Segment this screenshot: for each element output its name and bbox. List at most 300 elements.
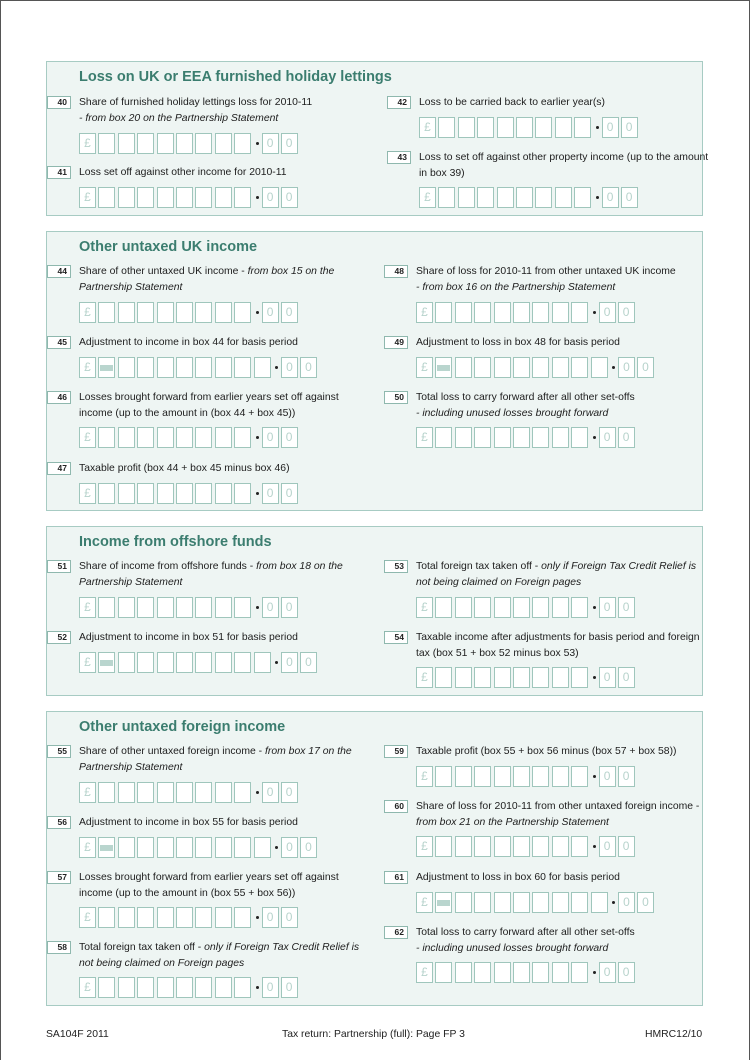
pence-cell: 0 (618, 667, 635, 688)
amount-entry-57[interactable] (79, 907, 300, 928)
digit-cell[interactable] (474, 357, 491, 378)
negative-sign-cell[interactable] (98, 837, 115, 858)
digit-cell[interactable] (195, 597, 212, 618)
digit-cell[interactable] (435, 962, 452, 983)
digit-cell[interactable] (254, 837, 271, 858)
pound-sign: £ (79, 427, 96, 448)
digit-cell[interactable] (118, 907, 135, 928)
digit-cell[interactable] (435, 667, 452, 688)
digit-cell[interactable] (118, 427, 135, 448)
box-number: 51 (47, 560, 71, 573)
pound-sign: £ (416, 962, 433, 983)
digit-cell[interactable] (137, 187, 154, 208)
digit-cell[interactable] (157, 187, 174, 208)
amount-entry-59[interactable] (416, 766, 637, 787)
amount-entry-44[interactable] (79, 302, 300, 323)
digit-cell[interactable] (532, 836, 549, 857)
digit-cell[interactable] (137, 977, 154, 998)
box-label-source-note: - from box 16 on the Partnership Statement (416, 281, 616, 293)
digit-cell[interactable] (157, 357, 174, 378)
amount-entry-51[interactable] (79, 597, 300, 618)
box-label (419, 95, 709, 111)
digit-cell[interactable] (474, 766, 491, 787)
digit-cell[interactable] (455, 766, 472, 787)
digit-cell[interactable] (137, 427, 154, 448)
pence-cell: 0 (621, 117, 638, 138)
digit-cell[interactable] (571, 892, 588, 913)
box-label-text: Share of loss for 2010-11 from other untaxed UK income (416, 266, 676, 277)
digit-cell[interactable] (435, 836, 452, 857)
box-label-source-note: - including unused losses brought forward (416, 407, 609, 419)
digit-cell[interactable] (455, 836, 472, 857)
pence-cell: 0 (281, 837, 298, 858)
decimal-point (612, 901, 615, 904)
decimal-point (256, 196, 259, 199)
digit-cell[interactable] (157, 907, 174, 928)
digit-cell[interactable] (455, 357, 472, 378)
digit-cell[interactable] (435, 302, 452, 323)
pound-sign: £ (79, 483, 96, 504)
decimal-point (275, 846, 278, 849)
digit-cell[interactable] (157, 483, 174, 504)
digit-cell[interactable] (435, 427, 452, 448)
digit-cell[interactable] (535, 187, 552, 208)
digit-cell[interactable] (137, 357, 154, 378)
pound-sign: £ (79, 133, 96, 154)
decimal-point (612, 366, 615, 369)
digit-cell[interactable] (474, 892, 491, 913)
digit-cell[interactable] (455, 667, 472, 688)
digit-cell[interactable] (474, 836, 491, 857)
digit-cell[interactable] (571, 597, 588, 618)
digit-cell[interactable] (552, 962, 569, 983)
digit-cell[interactable] (494, 962, 511, 983)
pence-cell: 0 (637, 357, 654, 378)
form-box-58 (47, 941, 367, 999)
amount-entry-55[interactable] (79, 782, 300, 803)
digit-cell[interactable] (474, 667, 491, 688)
digit-cell[interactable] (571, 357, 588, 378)
digit-cell[interactable] (98, 302, 115, 323)
digit-cell[interactable] (176, 483, 193, 504)
pence-cell: 0 (618, 766, 635, 787)
digit-cell[interactable] (477, 187, 494, 208)
section-title: Other untaxed UK income (79, 239, 258, 255)
box-label-text: Share of income from offshore funds - (79, 561, 257, 572)
digit-cell[interactable] (215, 133, 232, 154)
form-section (46, 711, 703, 1006)
digit-cell[interactable] (98, 187, 115, 208)
amount-entry-50[interactable] (416, 427, 637, 448)
digit-cell[interactable] (455, 892, 472, 913)
box-label-text: Share of loss for 2010-11 from other untaxed foreign income - (416, 801, 700, 812)
digit-cell[interactable] (532, 302, 549, 323)
digit-cell[interactable] (254, 652, 271, 673)
digit-cell[interactable] (195, 187, 212, 208)
digit-cell[interactable] (137, 782, 154, 803)
pound-sign: £ (79, 782, 96, 803)
box-label-source-note: only if Foreign Tax Credit Relief is not being claimed on Foreign pages (416, 561, 697, 588)
digit-cell[interactable] (474, 427, 491, 448)
box-label-text: Share of furnished holiday lettings loss for 2010-11 (79, 97, 313, 108)
digit-cell[interactable] (118, 782, 135, 803)
digit-cell[interactable] (137, 652, 154, 673)
digit-cell[interactable] (513, 962, 530, 983)
box-label-text: Taxable income after adjustments for basis period and foreign tax (box 51 + box 52 minus box 53) (416, 632, 700, 659)
digit-cell[interactable] (494, 357, 511, 378)
form-box-52 (47, 631, 367, 674)
digit-cell[interactable] (571, 962, 588, 983)
digit-cell[interactable] (157, 782, 174, 803)
digit-cell[interactable] (552, 357, 569, 378)
pence-cell: 0 (281, 357, 298, 378)
digit-cell[interactable] (215, 652, 232, 673)
amount-entry-41[interactable] (79, 187, 300, 208)
pence-cell: 0 (599, 302, 616, 323)
digit-cell[interactable] (98, 782, 115, 803)
digit-cell[interactable] (435, 597, 452, 618)
digit-cell[interactable] (555, 117, 572, 138)
digit-cell[interactable] (571, 836, 588, 857)
digit-cell[interactable] (474, 302, 491, 323)
digit-cell[interactable] (157, 133, 174, 154)
digit-cell[interactable] (157, 302, 174, 323)
pence-cell: 0 (618, 597, 635, 618)
digit-cell[interactable] (234, 977, 251, 998)
digit-cell[interactable] (571, 766, 588, 787)
digit-cell[interactable] (571, 302, 588, 323)
pound-sign: £ (79, 597, 96, 618)
section-title: Loss on UK or EEA furnished holiday lettings (79, 69, 392, 85)
box-label (419, 150, 709, 181)
digit-cell[interactable] (574, 187, 591, 208)
digit-cell[interactable] (118, 302, 135, 323)
amount-entry-43[interactable] (419, 187, 640, 208)
form-box-46 (47, 391, 367, 449)
digit-cell[interactable] (118, 597, 135, 618)
digit-cell[interactable] (118, 357, 135, 378)
box-number: 59 (384, 745, 408, 758)
digit-cell[interactable] (435, 766, 452, 787)
box-number: 55 (47, 745, 71, 758)
digit-cell[interactable] (574, 117, 591, 138)
pence-cell: 0 (262, 782, 279, 803)
pound-sign: £ (416, 766, 433, 787)
box-label (416, 390, 706, 421)
pence-cell: 0 (281, 187, 298, 208)
digit-cell[interactable] (234, 652, 251, 673)
digit-cell[interactable] (157, 652, 174, 673)
digit-cell[interactable] (552, 766, 569, 787)
digit-cell[interactable] (176, 782, 193, 803)
digit-cell[interactable] (176, 357, 193, 378)
digit-cell[interactable] (455, 597, 472, 618)
amount-entry-56[interactable] (79, 837, 319, 858)
digit-cell[interactable] (438, 117, 455, 138)
box-label-text: Adjustment to loss in box 48 for basis period (416, 337, 620, 348)
pence-cell: 0 (599, 667, 616, 688)
digit-cell[interactable] (513, 667, 530, 688)
digit-cell[interactable] (234, 782, 251, 803)
digit-cell[interactable] (118, 187, 135, 208)
digit-cell[interactable] (458, 117, 475, 138)
digit-cell[interactable] (591, 892, 608, 913)
digit-cell[interactable] (137, 483, 154, 504)
digit-cell[interactable] (532, 427, 549, 448)
amount-entry-49[interactable] (416, 357, 656, 378)
box-number: 42 (387, 96, 411, 109)
digit-cell[interactable] (532, 892, 549, 913)
box-label-text: Total loss to carry forward after all other set-offs (416, 392, 635, 403)
digit-cell[interactable] (137, 133, 154, 154)
box-label-text: Taxable profit (box 44 + box 45 minus box 46) (79, 463, 290, 474)
digit-cell[interactable] (552, 302, 569, 323)
box-number: 49 (384, 336, 408, 349)
digit-cell[interactable] (234, 187, 251, 208)
digit-cell[interactable] (552, 836, 569, 857)
digit-cell[interactable] (137, 302, 154, 323)
digit-cell[interactable] (474, 597, 491, 618)
digit-cell[interactable] (234, 483, 251, 504)
decimal-point (593, 311, 596, 314)
pound-sign: £ (419, 117, 436, 138)
digit-cell[interactable] (98, 597, 115, 618)
amount-entry-42[interactable] (419, 117, 640, 138)
digit-cell[interactable] (571, 427, 588, 448)
digit-cell[interactable] (552, 667, 569, 688)
form-box-45 (47, 336, 367, 379)
box-label (79, 165, 369, 181)
digit-cell[interactable] (234, 837, 251, 858)
digit-cell[interactable] (535, 117, 552, 138)
digit-cell[interactable] (234, 427, 251, 448)
digit-cell[interactable] (176, 652, 193, 673)
digit-cell[interactable] (571, 667, 588, 688)
box-label (79, 461, 369, 477)
decimal-point (256, 986, 259, 989)
digit-cell[interactable] (516, 117, 533, 138)
digit-cell[interactable] (176, 302, 193, 323)
amount-entry-52[interactable] (79, 652, 319, 673)
digit-cell[interactable] (215, 597, 232, 618)
digit-cell[interactable] (98, 483, 115, 504)
pence-cell: 0 (281, 483, 298, 504)
digit-cell[interactable] (195, 977, 212, 998)
digit-cell[interactable] (98, 907, 115, 928)
digit-cell[interactable] (215, 427, 232, 448)
pound-sign: £ (79, 357, 96, 378)
box-number: 58 (47, 941, 71, 954)
digit-cell[interactable] (513, 766, 530, 787)
digit-cell[interactable] (516, 187, 533, 208)
pence-cell: 0 (262, 427, 279, 448)
digit-cell[interactable] (513, 427, 530, 448)
digit-cell[interactable] (215, 302, 232, 323)
digit-cell[interactable] (195, 133, 212, 154)
digit-cell[interactable] (494, 597, 511, 618)
digit-cell[interactable] (157, 597, 174, 618)
digit-cell[interactable] (494, 427, 511, 448)
digit-cell[interactable] (195, 837, 212, 858)
form-box-53 (384, 560, 704, 619)
digit-cell[interactable] (195, 907, 212, 928)
digit-cell[interactable] (118, 977, 135, 998)
digit-cell[interactable] (195, 782, 212, 803)
box-label-text: Adjustment to income in box 55 for basis period (79, 817, 298, 828)
digit-cell[interactable] (195, 357, 212, 378)
decimal-point (275, 661, 278, 664)
digit-cell[interactable] (176, 187, 193, 208)
digit-cell[interactable] (494, 302, 511, 323)
digit-cell[interactable] (137, 837, 154, 858)
digit-cell[interactable] (118, 837, 135, 858)
digit-cell[interactable] (195, 652, 212, 673)
digit-cell[interactable] (118, 483, 135, 504)
pence-cell: 0 (618, 357, 635, 378)
digit-cell[interactable] (497, 117, 514, 138)
digit-cell[interactable] (532, 667, 549, 688)
digit-cell[interactable] (494, 892, 511, 913)
negative-sign-cell[interactable] (98, 357, 115, 378)
box-label (79, 870, 369, 901)
digit-cell[interactable] (494, 836, 511, 857)
amount-entry-53[interactable] (416, 597, 637, 618)
form-box-48 (384, 265, 704, 324)
digit-cell[interactable] (157, 427, 174, 448)
page-edge-top (0, 0, 750, 1)
digit-cell[interactable] (98, 133, 115, 154)
form-box-61 (384, 871, 704, 914)
pence-cell: 0 (281, 782, 298, 803)
digit-cell[interactable] (215, 187, 232, 208)
digit-cell[interactable] (215, 483, 232, 504)
digit-cell[interactable] (234, 133, 251, 154)
page-edge-left (0, 0, 1, 1060)
digit-cell[interactable] (438, 187, 455, 208)
digit-cell[interactable] (497, 187, 514, 208)
digit-cell[interactable] (195, 302, 212, 323)
digit-cell[interactable] (494, 766, 511, 787)
amount-entry-48[interactable] (416, 302, 637, 323)
amount-entry-61[interactable] (416, 892, 656, 913)
digit-cell[interactable] (195, 483, 212, 504)
digit-cell[interactable] (513, 302, 530, 323)
box-number: 61 (384, 871, 408, 884)
digit-cell[interactable] (176, 597, 193, 618)
digit-cell[interactable] (118, 133, 135, 154)
pence-cell: 0 (300, 652, 317, 673)
box-number: 54 (384, 631, 408, 644)
digit-cell[interactable] (98, 977, 115, 998)
amount-entry-45[interactable] (79, 357, 319, 378)
digit-cell[interactable] (176, 133, 193, 154)
digit-cell[interactable] (234, 357, 251, 378)
pence-cell: 0 (618, 962, 635, 983)
section-title: Income from offshore funds (79, 534, 272, 550)
box-number: 40 (47, 96, 71, 109)
digit-cell[interactable] (513, 597, 530, 618)
digit-cell[interactable] (137, 597, 154, 618)
negative-sign-cell[interactable] (98, 652, 115, 673)
digit-cell[interactable] (513, 357, 530, 378)
negative-sign-cell[interactable] (435, 357, 452, 378)
digit-cell[interactable] (552, 427, 569, 448)
digit-cell[interactable] (474, 962, 491, 983)
box-label (416, 630, 706, 661)
digit-cell[interactable] (513, 892, 530, 913)
digit-cell[interactable] (552, 597, 569, 618)
box-label-text: Adjustment to income in box 51 for basis period (79, 632, 298, 643)
amount-entry-60[interactable] (416, 836, 637, 857)
digit-cell[interactable] (176, 427, 193, 448)
digit-cell[interactable] (234, 907, 251, 928)
decimal-point (593, 436, 596, 439)
digit-cell[interactable] (98, 427, 115, 448)
digit-cell[interactable] (555, 187, 572, 208)
digit-cell[interactable] (532, 766, 549, 787)
footer-version: HMRC12/10 (645, 1029, 703, 1040)
digit-cell[interactable] (552, 892, 569, 913)
digit-cell[interactable] (137, 907, 154, 928)
digit-cell[interactable] (176, 907, 193, 928)
digit-cell[interactable] (591, 357, 608, 378)
amount-entry-47[interactable] (79, 483, 300, 504)
digit-cell[interactable] (215, 837, 232, 858)
digit-cell[interactable] (254, 357, 271, 378)
pound-sign: £ (79, 652, 96, 673)
pence-cell: 0 (281, 302, 298, 323)
amount-entry-40[interactable] (79, 133, 300, 154)
pence-cell: 0 (618, 302, 635, 323)
digit-cell[interactable] (176, 977, 193, 998)
digit-cell[interactable] (477, 117, 494, 138)
digit-cell[interactable] (234, 302, 251, 323)
box-number: 52 (47, 631, 71, 644)
digit-cell[interactable] (215, 977, 232, 998)
pence-cell: 0 (599, 427, 616, 448)
digit-cell[interactable] (195, 427, 212, 448)
form-box-47 (47, 462, 367, 505)
digit-cell[interactable] (234, 597, 251, 618)
digit-cell[interactable] (215, 357, 232, 378)
box-number: 62 (384, 926, 408, 939)
digit-cell[interactable] (494, 667, 511, 688)
digit-cell[interactable] (532, 357, 549, 378)
digit-cell[interactable] (455, 962, 472, 983)
box-label-text: Adjustment to loss in box 60 for basis period (416, 872, 620, 883)
pence-cell: 0 (262, 483, 279, 504)
negative-sign-cell[interactable] (435, 892, 452, 913)
digit-cell[interactable] (157, 837, 174, 858)
digit-cell[interactable] (458, 187, 475, 208)
digit-cell[interactable] (455, 302, 472, 323)
pound-sign: £ (79, 302, 96, 323)
amount-entry-62[interactable] (416, 962, 637, 983)
pence-cell: 0 (281, 907, 298, 928)
digit-cell[interactable] (215, 907, 232, 928)
amount-entry-46[interactable] (79, 427, 300, 448)
digit-cell[interactable] (513, 836, 530, 857)
digit-cell[interactable] (455, 427, 472, 448)
amount-entry-54[interactable] (416, 667, 637, 688)
digit-cell[interactable] (157, 977, 174, 998)
amount-entry-58[interactable] (79, 977, 300, 998)
digit-cell[interactable] (215, 782, 232, 803)
digit-cell[interactable] (532, 962, 549, 983)
digit-cell[interactable] (118, 652, 135, 673)
digit-cell[interactable] (532, 597, 549, 618)
digit-cell[interactable] (176, 837, 193, 858)
